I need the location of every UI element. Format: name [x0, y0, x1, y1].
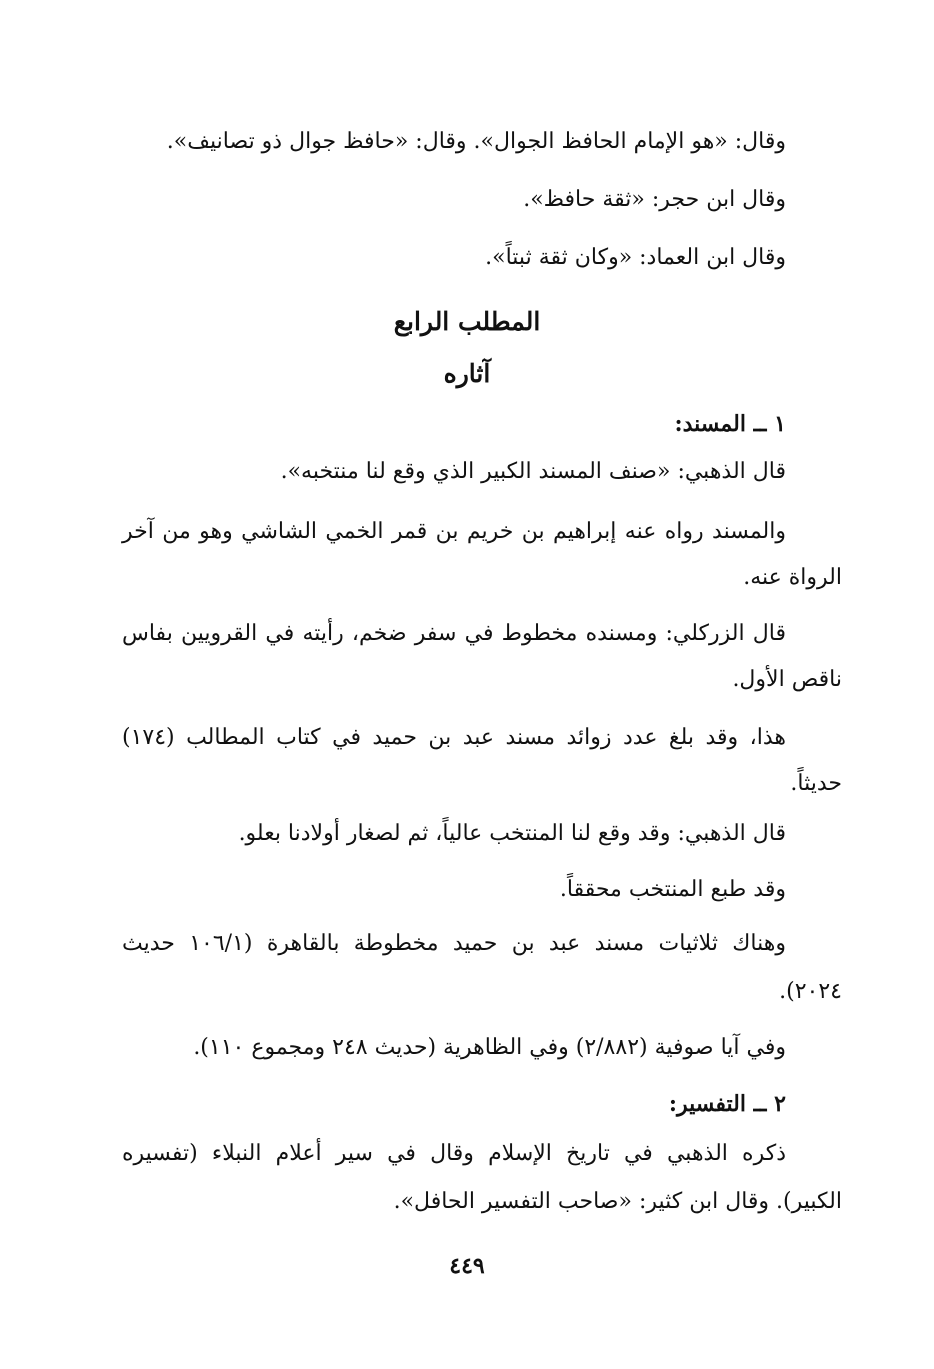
- text-line: قال الذهبي: وقد وقع لنا المنتخب عالياً، ثم لصغار أولادنا بعلو.: [238, 821, 786, 846]
- text-line: قال الذهبي: «صنف المسند الكبير الذي وقع لنا منتخبه».: [280, 459, 786, 484]
- text-line: وقال ابن العماد: «وكان ثقة ثبتاً».: [485, 245, 786, 270]
- text-line: الكبير). وقال ابن كثير: «صاحب التفسير الحافل».: [393, 1189, 842, 1214]
- section-heading: المطلب الرابع: [393, 307, 541, 336]
- text-line: الرواة عنه.: [743, 565, 842, 590]
- text-line: ناقص الأول.: [732, 667, 842, 692]
- text-line: وهناك ثلاثيات مسند عبد بن حميد مخطوطة بالقاهرة (١٠٦/١ حديث: [122, 931, 786, 956]
- text-line: وقال: «هو الإمام الحافظ الجوال». وقال: «حافظ جوال ذو تصانيف».: [166, 129, 786, 154]
- item-heading: ١ ــ المسند:: [674, 411, 786, 437]
- page-number: ٤٤٩: [449, 1253, 485, 1279]
- item-heading: ٢ ــ التفسير:: [668, 1091, 786, 1117]
- text-line: قال الزركلي: ومسنده مخطوط في سفر ضخم، رأيته في القرويين بفاس: [122, 621, 786, 646]
- text-line: ٢٠٢٤).: [779, 979, 842, 1004]
- text-line: وقد طبع المنتخب محققاً.: [559, 877, 786, 902]
- text-line: وقال ابن حجر: «ثقة حافظ».: [523, 187, 786, 212]
- text-line: حديثاً.: [790, 771, 842, 796]
- text-line: ذكره الذهبي في تاريخ الإسلام وقال في سير أعلام النبلاء (تفسيره: [122, 1141, 786, 1166]
- text-line: هذا، وقد بلغ عدد زوائد مسند عبد بن حميد في كتاب المطالب (١٧٤): [122, 725, 786, 750]
- text-line: والمسند رواه عنه إبراهيم بن خريم بن قمر الخمي الشاشي وهو من آخر: [122, 519, 786, 544]
- subsection-heading: آثاره: [443, 359, 491, 388]
- text-line: وفي آيا صوفية (٢/٨٨٢) وفي الظاهرية (حديث ٢٤٨ ومجموع ١١٠).: [193, 1035, 786, 1060]
